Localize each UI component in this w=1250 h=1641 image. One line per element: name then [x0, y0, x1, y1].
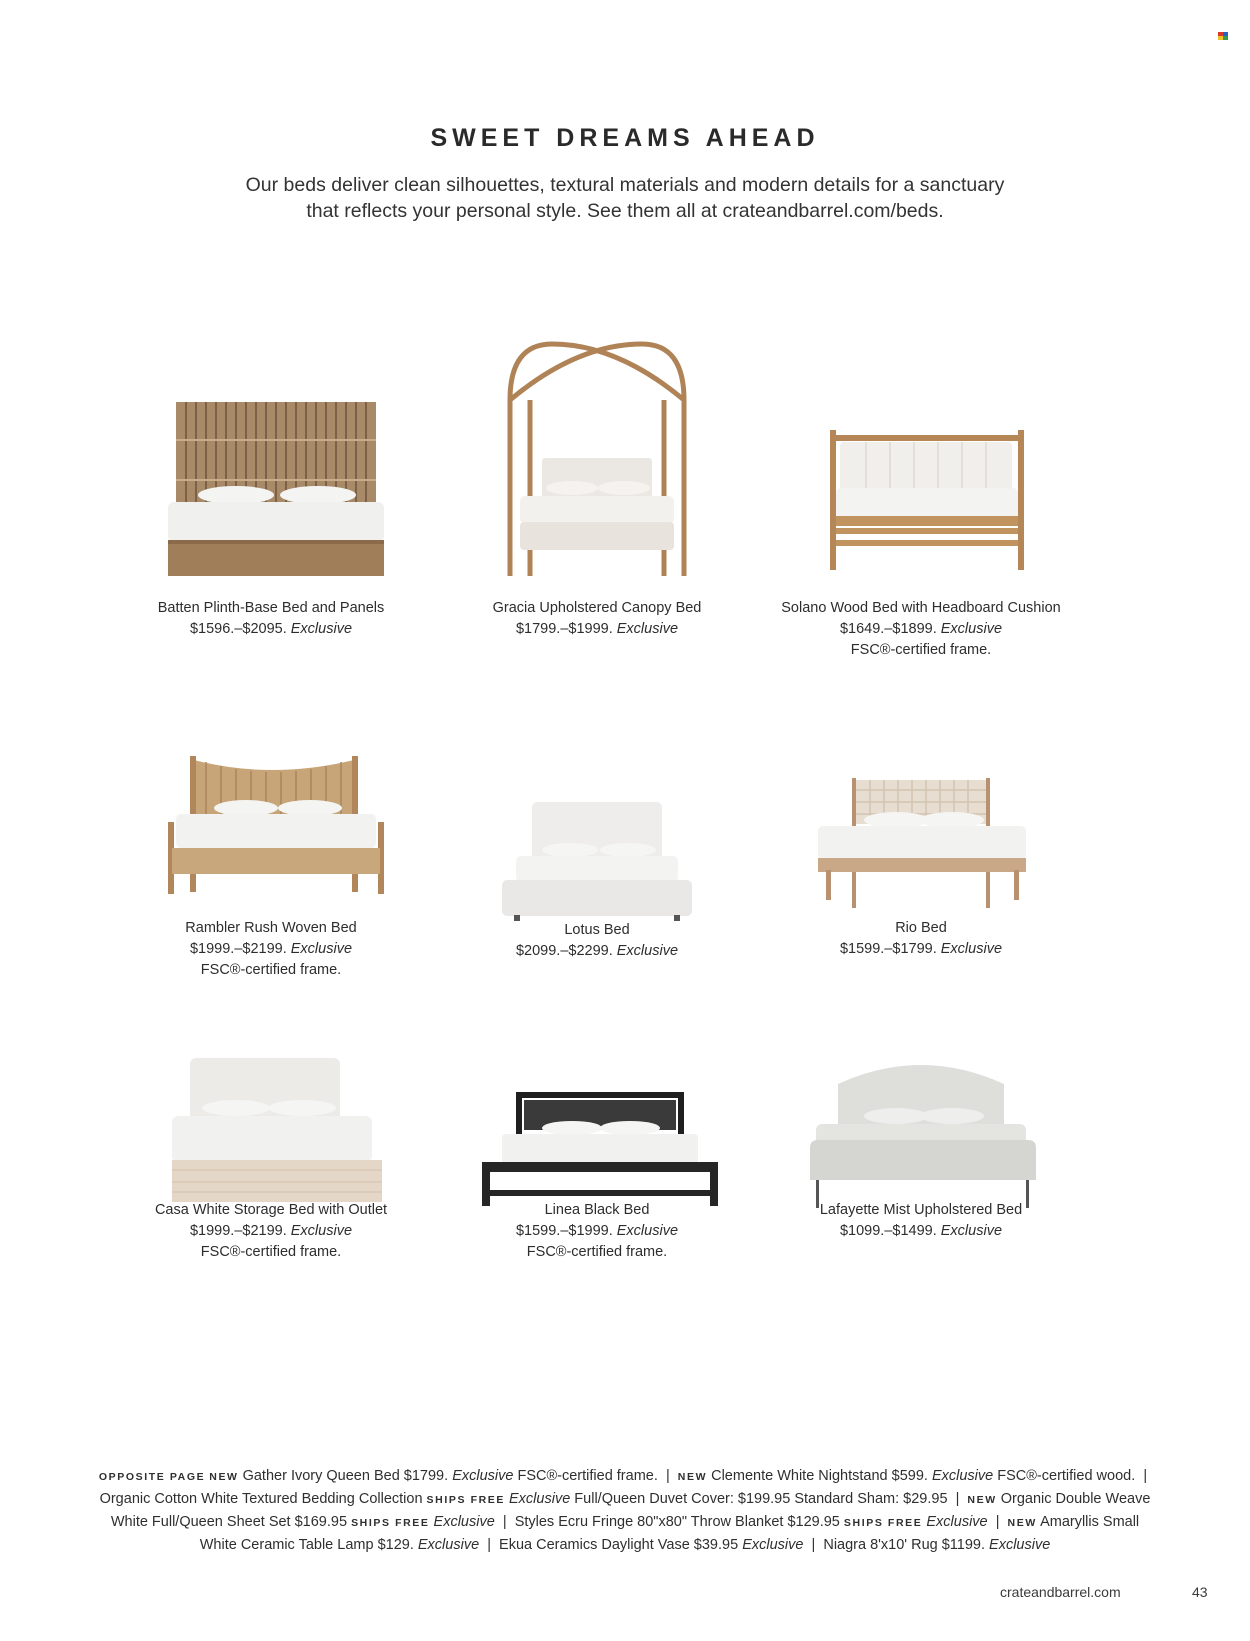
gracia-caption [432, 598, 762, 640]
separator: | [1143, 1468, 1148, 1484]
fsc-note: FSC®-certified frame. [850, 642, 992, 658]
note-text: Clemente White Nightstand $599. [711, 1468, 928, 1484]
exclusive-tag: Exclusive [433, 1514, 495, 1530]
note-text: White Full/Queen Sheet Set $169.95 [110, 1514, 348, 1530]
exclusive-tag: Exclusive [290, 941, 353, 957]
solano-bed-image [756, 330, 1086, 590]
exclusive-tag: Exclusive [940, 621, 1003, 637]
exclusive-tag: Exclusive [989, 1537, 1051, 1553]
fsc-note: FSC®-certified frame. [526, 1244, 668, 1260]
gracia-bed-image [432, 330, 762, 590]
product-name: Lafayette Mist Upholstered Bed [819, 1202, 1023, 1218]
intro-line-2: that reflects your personal style. See them all at crateandbarrel.com/beds. [306, 200, 944, 222]
note-text: Full/Queen Duvet Cover: $199.95 Standard Sham: $29.95 [574, 1491, 948, 1507]
exclusive-tag: Exclusive [417, 1537, 480, 1553]
solano-caption [756, 598, 1086, 661]
separator: | [811, 1537, 816, 1553]
product-price: $1596.–$2095. [189, 621, 287, 637]
ships-free-label: SHIPS FREE [351, 1517, 430, 1529]
product-name: Rambler Rush Woven Bed [185, 920, 357, 936]
exclusive-tag: Exclusive [290, 621, 353, 637]
product-price: $1099.–$1499. [839, 1223, 937, 1239]
product-name: Batten Plinth-Base Bed and Panels [157, 600, 385, 616]
rio-bed-image [756, 720, 1086, 940]
separator: | [487, 1537, 491, 1553]
product-price: $1999.–$2199. [189, 1223, 287, 1239]
note-text: Gather Ivory Queen Bed $1799. [242, 1468, 449, 1484]
opposite-page-label: OPPOSITE PAGE [98, 1471, 206, 1483]
exclusive-tag: Exclusive [616, 621, 679, 637]
product-price: $1799.–$1999. [515, 621, 613, 637]
product-price: $2099.–$2299. [515, 943, 613, 959]
website-link[interactable]: crateandbarrel.com [1000, 1584, 1121, 1600]
separator: | [995, 1514, 1000, 1530]
product-lafayette-bed[interactable] [756, 1040, 1086, 1320]
casa-caption [106, 1200, 436, 1263]
product-price: $1599.–$1799. [839, 941, 937, 957]
lafayette-caption [756, 1200, 1086, 1242]
product-rio-bed[interactable] [756, 720, 1086, 1020]
product-solano-bed[interactable] [756, 330, 1086, 690]
ships-free-label: SHIPS FREE [843, 1517, 923, 1529]
product-batten-bed[interactable] [106, 330, 436, 660]
separator: | [502, 1514, 507, 1530]
exclusive-tag: Exclusive [926, 1514, 988, 1530]
batten-caption [106, 598, 436, 640]
note-text: FSC®-certified wood. [997, 1468, 1136, 1484]
product-name: Casa White Storage Bed with Outlet [154, 1202, 388, 1218]
product-lotus-bed[interactable] [432, 720, 762, 1020]
product-name: Solano Wood Bed with Headboard Cushion [781, 600, 1061, 616]
exclusive-tag: Exclusive [940, 1223, 1003, 1239]
product-linea-bed[interactable] [432, 1040, 762, 1320]
rio-caption [756, 918, 1086, 960]
product-gracia-bed[interactable] [432, 330, 762, 660]
batten-bed-image [106, 330, 436, 590]
fsc-note: FSC®-certified frame. [200, 962, 342, 978]
new-label: NEW [677, 1471, 708, 1483]
product-name: Linea Black Bed [544, 1202, 650, 1218]
note-text: Styles Ecru Fringe 80"x80" Throw Blanket $129.95 [514, 1514, 840, 1530]
new-label: NEW [1007, 1517, 1037, 1529]
note-text: Ceramic Table Lamp $129. [240, 1537, 414, 1553]
product-rambler-bed[interactable] [106, 720, 436, 1020]
intro-line-1: Our beds deliver clean silhouettes, textural materials and modern details for a sanctuary [245, 174, 1005, 196]
exclusive-tag: Exclusive [509, 1491, 571, 1507]
ships-free-label: SHIPS FREE [426, 1494, 505, 1506]
brand-color-mark [1218, 32, 1228, 40]
exclusive-tag: Exclusive [290, 1223, 353, 1239]
lotus-bed-image [432, 720, 762, 940]
rambler-caption [106, 918, 436, 981]
opposite-page-notes [95, 1465, 1155, 1556]
new-label: NEW [967, 1494, 997, 1506]
product-price: $1599.–$1999. [515, 1223, 613, 1239]
product-price: $1999.–$2199. [189, 941, 287, 957]
product-name: Gracia Upholstered Canopy Bed [492, 600, 702, 616]
note-text: Ekua Ceramics Daylight Vase $39.95 [499, 1537, 739, 1553]
separator: | [665, 1468, 670, 1484]
exclusive-tag: Exclusive [616, 943, 679, 959]
page-number: 43 [1192, 1584, 1208, 1600]
page-title: SWEET DREAMS AHEAD [430, 124, 820, 152]
note-text: FSC®-certified frame. [517, 1468, 658, 1484]
exclusive-tag: Exclusive [452, 1468, 514, 1484]
linea-caption [432, 1200, 762, 1263]
exclusive-tag: Exclusive [742, 1537, 804, 1553]
separator: | [955, 1491, 960, 1507]
intro-text [175, 172, 1075, 224]
fsc-note: FSC®-certified frame. [200, 1244, 342, 1260]
rambler-bed-image [106, 720, 436, 940]
note-text: Niagra 8'x10' Rug $1199. [823, 1537, 985, 1553]
product-name: Rio Bed [895, 920, 947, 936]
note-text: Organic Double Weave [1000, 1491, 1151, 1507]
exclusive-tag: Exclusive [940, 941, 1003, 957]
lotus-caption [432, 920, 762, 962]
note-text: Organic Cotton White Textured Bedding Collection [99, 1491, 423, 1507]
exclusive-tag: Exclusive [616, 1223, 679, 1239]
exclusive-tag: Exclusive [931, 1468, 994, 1484]
new-label: NEW [209, 1471, 239, 1483]
product-name: Lotus Bed [564, 922, 630, 938]
product-price: $1649.–$1899. [839, 621, 937, 637]
note-text: Amaryllis Small White [199, 1514, 1140, 1553]
product-casa-bed[interactable] [106, 1040, 436, 1320]
